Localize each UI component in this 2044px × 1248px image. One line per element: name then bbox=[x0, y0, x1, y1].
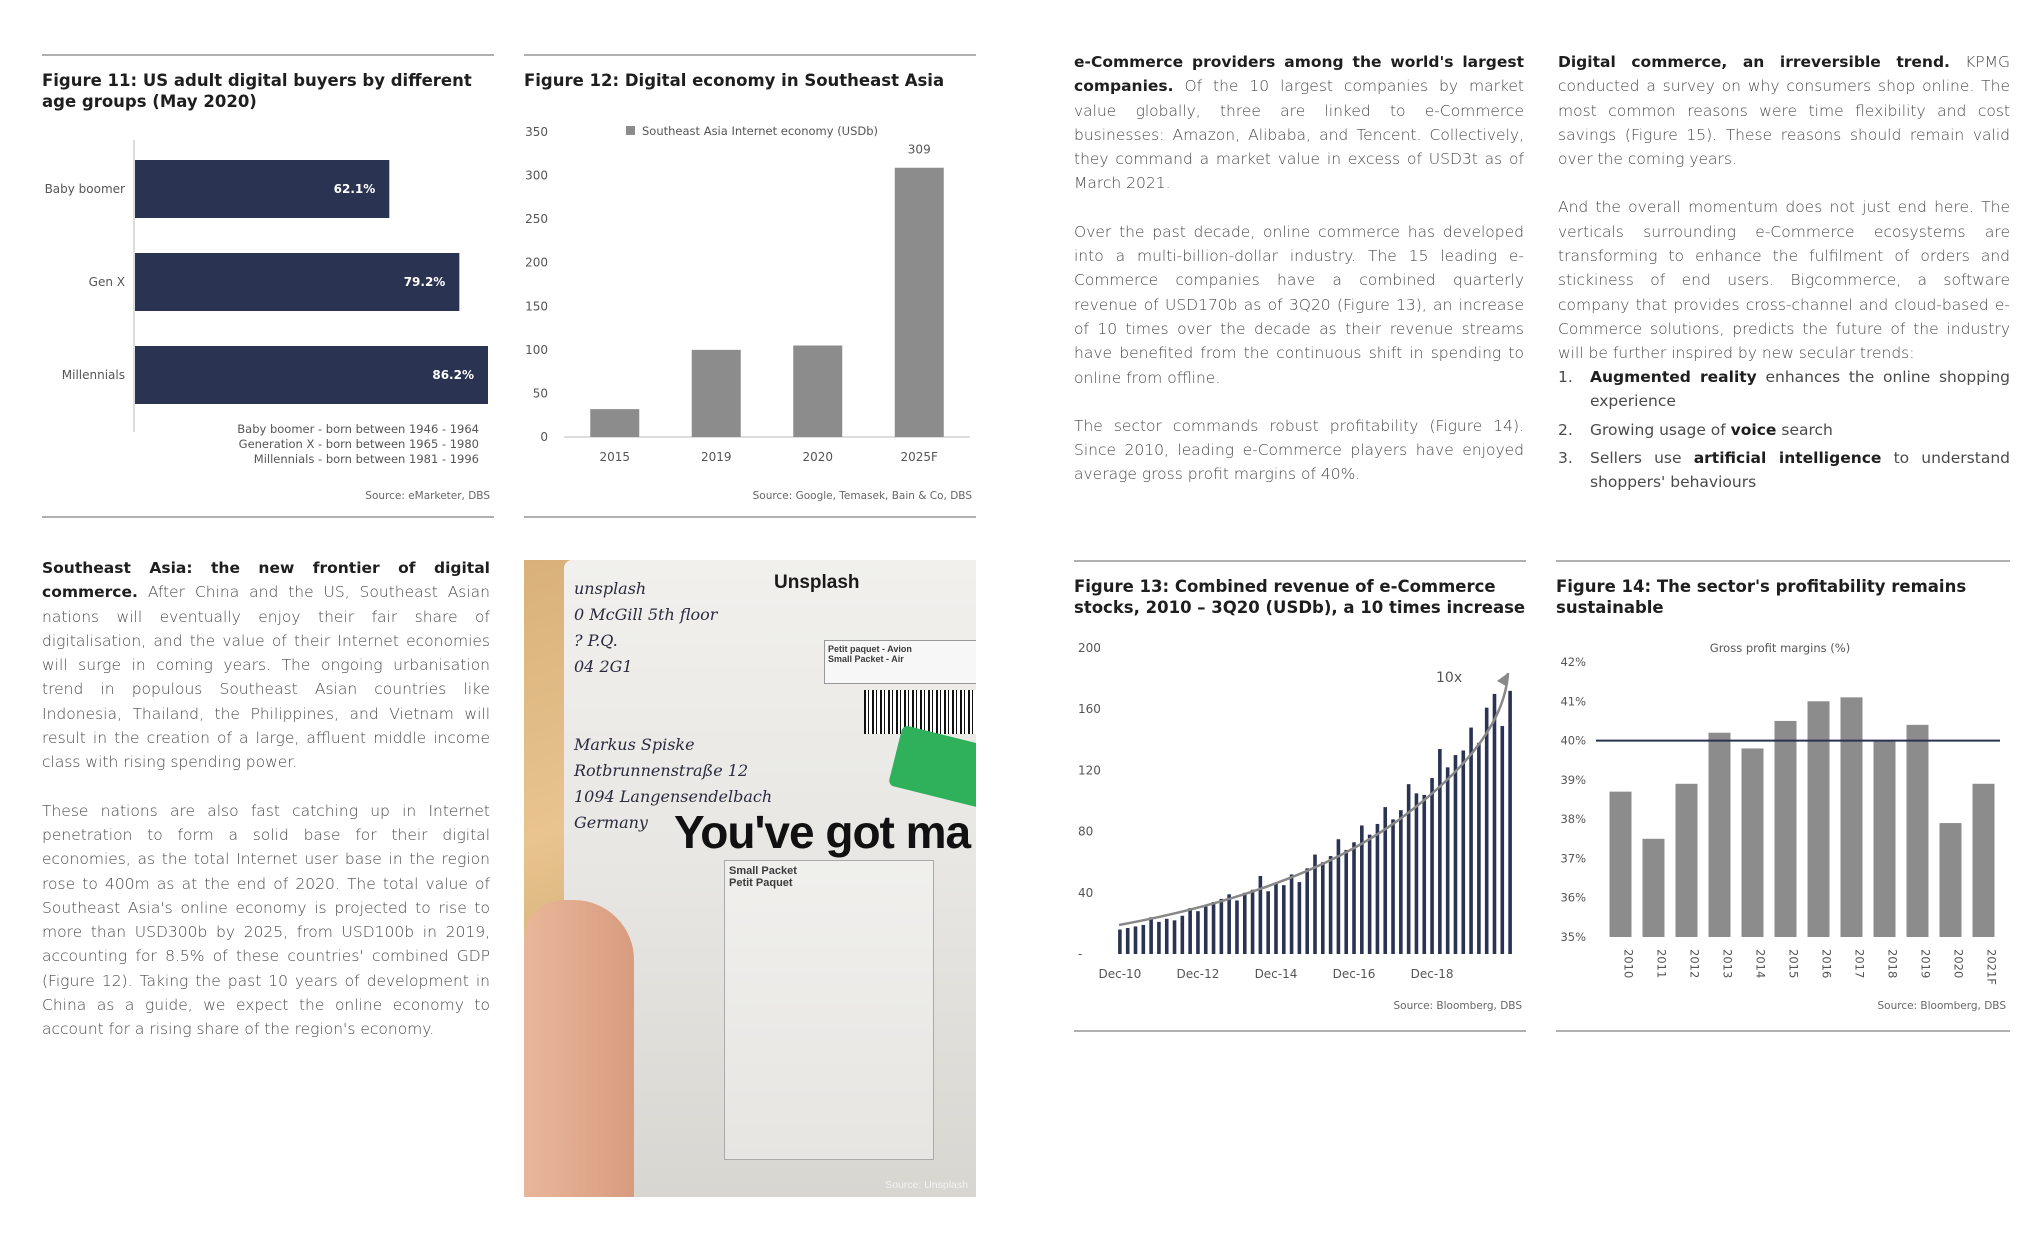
fig12-legend: Southeast Asia Internet economy (USDb) bbox=[642, 124, 879, 138]
fig11-note-3: Millennials - born between 1981 - 1996 bbox=[253, 452, 479, 466]
fig13-bar bbox=[1469, 728, 1473, 954]
fig13-ytick-label: - bbox=[1078, 947, 1083, 961]
ecom-column bbox=[1074, 50, 1524, 487]
dc-heading: Digital commerce, an irreversible trend. bbox=[1558, 53, 1950, 71]
fig13-bar bbox=[1118, 930, 1122, 954]
fig13-bar bbox=[1415, 793, 1419, 954]
fig13-bar bbox=[1181, 916, 1185, 954]
sea-p2: These nations are also fast catching up in Internet penetration to form a solid base for their digital economies, as the total Internet user base in the region rose to 400m as at the end of 2020. The total value of Southeast Asia's online economy is projected to rise to more than USD300b by 2025, from USD100b in 2019, accounting for 8.5% of these countries' combined GDP (Figure 12). Taking the past 10 years of development in China as a guide, we expect the online economy to account for a rising share of the region's economy. bbox=[42, 801, 490, 1039]
fig13-ytick-label: 80 bbox=[1078, 824, 1094, 839]
fig12-top-rule bbox=[524, 54, 976, 56]
fig12-bottom-rule bbox=[524, 516, 976, 518]
fig13-bars bbox=[1118, 691, 1512, 954]
fig14-xtick-label: 2017 bbox=[1852, 949, 1867, 979]
green-sticker bbox=[888, 725, 976, 809]
fig14-bar bbox=[1940, 823, 1962, 937]
fig11-top-rule bbox=[42, 54, 494, 56]
fig13-bar bbox=[1134, 926, 1138, 954]
fig13-bar bbox=[1251, 890, 1255, 954]
dc-p1 bbox=[1558, 50, 2010, 171]
fig14-ytick-label: 39% bbox=[1560, 772, 1586, 787]
fig12-ytick-label: 50 bbox=[532, 386, 548, 401]
fig14-chart bbox=[1556, 636, 2010, 988]
fig12-xtick-label: 2019 bbox=[700, 450, 732, 464]
fig13-ytick-label: 40 bbox=[1078, 885, 1094, 900]
fig12-title: Figure 12: Digital economy in Southeast Asia bbox=[524, 71, 945, 90]
photo-headline: You've got ma bbox=[674, 806, 971, 858]
fig14-bar bbox=[1676, 784, 1698, 937]
fig13-bar bbox=[1157, 922, 1161, 954]
fig14-xtick-label: 2019 bbox=[1918, 949, 1933, 979]
trend-list bbox=[1558, 365, 2010, 498]
fig12-source: Source: Google, Temasek, Bain & Co, DBS bbox=[752, 490, 972, 502]
fig14-bar bbox=[1973, 784, 1995, 937]
fig13-bar bbox=[1142, 925, 1146, 954]
dc-column bbox=[1558, 50, 2010, 366]
fig12-xtick-label: 2015 bbox=[599, 450, 631, 464]
fig13-bar bbox=[1298, 882, 1302, 954]
fig13-ytick-label: 120 bbox=[1078, 763, 1101, 778]
fig13-bar bbox=[1329, 856, 1333, 954]
sea-p1 bbox=[42, 556, 490, 775]
fig11-title: Figure 11: US adult digital buyers by different age groups (May 2020) bbox=[42, 71, 472, 111]
fig13-ytick-label: 160 bbox=[1078, 702, 1101, 717]
fig13-bar bbox=[1352, 842, 1356, 954]
fig11-bars bbox=[45, 160, 488, 404]
fig13-bar bbox=[1376, 824, 1380, 954]
sea-heading: Southeast Asia: the new frontier of digital commerce. bbox=[42, 559, 490, 602]
fig14-xtick-label: 2020 bbox=[1951, 949, 1966, 979]
fig11-value-label: 79.2% bbox=[403, 275, 446, 289]
fig12-ytick-label: 100 bbox=[525, 342, 548, 357]
barcode bbox=[864, 690, 976, 734]
fig14-ytick-label: 38% bbox=[1560, 812, 1586, 827]
handwritten-address: unsplash 0 McGill 5th floor ? P.Q. 04 2G1 Markus Spiske Rotbrunnenstraße 12 1094 Langensendelbach Germany bbox=[574, 579, 773, 832]
ecom-heading: e-Commerce providers among the world's largest companies. bbox=[1074, 53, 1524, 96]
fig13-bar bbox=[1438, 749, 1442, 954]
fig14-ytick-label: 35% bbox=[1560, 930, 1586, 944]
fig13-bar bbox=[1243, 893, 1247, 954]
fig14-chart-title: Gross profit margins (%) bbox=[1709, 641, 1851, 655]
fig14-xtick-label: 2021F bbox=[1984, 949, 1999, 985]
fig13-bar bbox=[1485, 708, 1489, 954]
fig14-bottom-rule bbox=[1556, 1030, 2010, 1032]
fig12-bar bbox=[895, 168, 944, 437]
fig14-bars bbox=[1596, 697, 2000, 985]
fig14-ytick-label: 36% bbox=[1560, 890, 1586, 905]
fig14-title: Figure 14: The sector's profitability remains sustainable bbox=[1556, 577, 1967, 617]
fig13-bar bbox=[1126, 928, 1130, 954]
fig13-bar bbox=[1149, 917, 1153, 954]
fig13-bar bbox=[1493, 694, 1497, 954]
fig13-bar bbox=[1454, 755, 1458, 954]
fig12-legend-swatch bbox=[626, 126, 635, 135]
fig14-xtick-label: 2016 bbox=[1819, 949, 1834, 979]
trend-pre: Sellers use bbox=[1590, 448, 1694, 467]
fig11-bottom-rule bbox=[42, 516, 494, 518]
fig14-bar bbox=[1841, 697, 1863, 937]
fig14-bar bbox=[1808, 701, 1830, 937]
fig13-bar bbox=[1422, 795, 1426, 954]
fig11-value-label: 62.1% bbox=[333, 182, 376, 196]
fig14-bar bbox=[1907, 725, 1929, 937]
fig14-bar bbox=[1643, 839, 1665, 937]
fig13-bar bbox=[1173, 920, 1177, 954]
fig11-note-1: Baby boomer - born between 1946 - 1964 bbox=[237, 422, 479, 436]
fig14-ytick-label: 37% bbox=[1560, 851, 1586, 866]
fig12-xtick-label: 2025F bbox=[900, 450, 938, 464]
fig12-ytick-label: 0 bbox=[540, 430, 548, 444]
list-item bbox=[1558, 365, 2010, 414]
fig13-bar bbox=[1461, 751, 1465, 954]
fig14-axis bbox=[1560, 655, 1586, 944]
trend-post: enhances the online shopping experience bbox=[1590, 368, 2010, 411]
fig14-bar bbox=[1610, 792, 1632, 937]
fig11-note-2: Generation X - born between 1965 - 1980 bbox=[238, 437, 479, 451]
fig12-xtick-label: 2020 bbox=[802, 450, 834, 464]
ecom-p3: The sector commands robust profitability (Figure 14). Since 2010, leading e-Commerce players have enjoyed average gross profit margins of 40%. bbox=[1074, 416, 1524, 484]
fig14-top-rule bbox=[1556, 560, 2010, 562]
fig14-xtick-label: 2013 bbox=[1720, 949, 1735, 979]
fig14-bar bbox=[1709, 733, 1731, 937]
trend-post: search bbox=[1776, 420, 1833, 439]
customs-form bbox=[724, 860, 934, 1160]
fig13-bar bbox=[1477, 743, 1481, 954]
fig14-ytick-label: 41% bbox=[1560, 694, 1586, 709]
fig14-source: Source: Bloomberg, DBS bbox=[1877, 1000, 2006, 1012]
fig13-bar bbox=[1188, 908, 1192, 954]
ecom-p1-text: Of the 10 largest companies by market value globally, three are linked to e-Commerce businesses: Amazon, Alibaba, and Tencent. Collectively, they command a market value in excess of USD3t as of March 2021. bbox=[1074, 77, 1524, 193]
fig13-xtick-label: Dec-14 bbox=[1254, 967, 1298, 981]
list-item bbox=[1558, 418, 2010, 442]
fig13-bar bbox=[1407, 784, 1411, 954]
fig14-bar bbox=[1874, 741, 1896, 937]
sea-column bbox=[42, 556, 490, 1042]
fig13-top-rule bbox=[1074, 560, 1526, 562]
fig12-ytick-label: 200 bbox=[525, 255, 548, 270]
fig11-category-label: Gen X bbox=[88, 275, 125, 289]
fig13-title: Figure 13: Combined revenue of e-Commerce stocks, 2010 – 3Q20 (USDb), a 10 times increase bbox=[1074, 577, 1526, 617]
fig12-ytick-label: 150 bbox=[525, 299, 548, 314]
fig13-bar bbox=[1266, 891, 1270, 954]
fig14-xtick-label: 2012 bbox=[1687, 949, 1702, 979]
trend-bold: voice bbox=[1730, 420, 1777, 439]
fig13-source: Source: Bloomberg, DBS bbox=[1393, 1000, 1522, 1012]
fig13-bar bbox=[1321, 862, 1325, 954]
fig12-bar bbox=[793, 346, 842, 438]
fig13-bottom-rule bbox=[1074, 1030, 1526, 1032]
fig13-bar bbox=[1399, 810, 1403, 954]
parcel-photo bbox=[524, 560, 976, 1197]
fig13-xtick-label: Dec-16 bbox=[1332, 967, 1376, 981]
fig14-bar bbox=[1775, 721, 1797, 937]
fig14-xtick-label: 2011 bbox=[1654, 949, 1669, 979]
fig13-xtick-label: Dec-18 bbox=[1410, 967, 1454, 981]
ecom-p1 bbox=[1074, 50, 1524, 196]
fig12-ytick-label: 250 bbox=[525, 212, 548, 227]
fig14-xtick-label: 2014 bbox=[1753, 949, 1768, 979]
hand bbox=[524, 900, 634, 1197]
fig13-bar bbox=[1235, 900, 1239, 954]
fig13-ytick-label: 200 bbox=[1078, 641, 1101, 655]
fig12-bar bbox=[590, 409, 639, 437]
trend-bold: Augmented reality bbox=[1590, 368, 1757, 386]
fig14-xtick-label: 2010 bbox=[1621, 949, 1636, 979]
fig13-xtick-label: Dec-12 bbox=[1176, 967, 1220, 981]
fig14-xtick-label: 2018 bbox=[1885, 949, 1900, 979]
photo-source: Source: Unsplash bbox=[885, 1179, 968, 1191]
fig13-bar bbox=[1430, 778, 1434, 954]
cn22-label: Small Packet Petit Paquet bbox=[729, 865, 797, 889]
fig13-bar bbox=[1227, 894, 1231, 954]
fig11-chart bbox=[42, 130, 494, 475]
fig12-ytick-label: 350 bbox=[525, 125, 548, 139]
fig14-ytick-label: 42% bbox=[1560, 655, 1586, 669]
trend-pre: Growing usage of bbox=[1590, 420, 1731, 439]
list-item bbox=[1558, 446, 2010, 495]
fig13-bar bbox=[1290, 874, 1294, 954]
fig13-bar bbox=[1196, 911, 1200, 954]
dc-p1-text: KPMG conducted a survey on why consumers shop online. The most common reasons were time flexibility and cost savings (Figure 15). These reasons should remain valid over the coming years. bbox=[1558, 53, 2010, 169]
fig13-bar bbox=[1204, 907, 1208, 954]
trend-num: 3. bbox=[1558, 448, 1573, 467]
fig14-ytick-label: 40% bbox=[1560, 733, 1586, 748]
fig13-bar bbox=[1344, 850, 1348, 954]
photo-brand: Unsplash bbox=[774, 572, 860, 593]
fig11-category-label: Millennials bbox=[61, 368, 125, 382]
trend-num: 1. bbox=[1558, 368, 1573, 386]
fig13-bar bbox=[1165, 919, 1169, 954]
fig13-bar bbox=[1500, 726, 1504, 954]
fig13-bar bbox=[1508, 691, 1512, 954]
fig13-bar bbox=[1282, 885, 1286, 954]
fig11-source: Source: eMarketer, DBS bbox=[365, 490, 490, 502]
fig13-bar bbox=[1212, 902, 1216, 954]
fig13-annotation: 10x bbox=[1436, 670, 1463, 686]
fig12-ytick-label: 300 bbox=[525, 168, 548, 183]
fig13-bar bbox=[1446, 767, 1450, 954]
fig12-chart bbox=[524, 118, 976, 473]
fig12-bar bbox=[692, 350, 741, 437]
fig14-bar bbox=[1742, 748, 1764, 937]
trend-post: to understand shoppers' behaviours bbox=[1590, 448, 2010, 492]
fig11-value-label: 86.2% bbox=[432, 368, 474, 382]
fig14-xtick-label: 2015 bbox=[1786, 949, 1801, 979]
fig11-category-label: Baby boomer bbox=[44, 182, 125, 196]
fig13-bar bbox=[1368, 835, 1372, 954]
small-packet-label: Petit paquet - Avion Small Packet - Air bbox=[824, 640, 976, 684]
fig12-bars bbox=[590, 143, 944, 464]
fig12-data-label: 309 bbox=[907, 142, 931, 157]
ecom-p2: Over the past decade, online commerce has developed into a multi-billion-dollar industry. The 15 leading e-Commerce companies have a combined quarterly revenue of USD170b as of 3Q20 (Figure 13), an increase of 10 times over the decade as their revenue streams have benefited from the continuous shift in spending to online from offline. bbox=[1074, 222, 1524, 387]
fig13-bar bbox=[1305, 868, 1309, 954]
fig13-chart bbox=[1074, 636, 1526, 988]
sea-p1-text: After China and the US, Southeast Asian nations will eventually enjoy their fair share of digitalisation, and the value of their Internet economies will surge in coming years. The ongoing urbanisation trend in populous Southeast Asian countries like Indonesia, Thailand, the Philippines, and Vietnam will result in the creation of a large, affluent middle income class with rising spending power. bbox=[42, 583, 491, 772]
fig13-xtick-label: Dec-10 bbox=[1098, 967, 1142, 981]
trend-bold: artificial intelligence bbox=[1693, 448, 1882, 467]
dc-p2: And the overall momentum does not just end here. The verticals surrounding e-Commerce ecosystems are transforming to enhance the fulfilment of orders and stickiness of end users. Bigcommerce, a software company that provides cross-channel and cloud-based e-Commerce solutions, predicts the future of the industry will be further inspired by new secular trends: bbox=[1558, 198, 2010, 363]
fig13-bar bbox=[1391, 819, 1395, 954]
fig13-bar bbox=[1274, 884, 1278, 954]
fig13-bar bbox=[1220, 899, 1224, 954]
fig13-bar bbox=[1313, 855, 1317, 954]
trend-num: 2. bbox=[1558, 420, 1573, 439]
